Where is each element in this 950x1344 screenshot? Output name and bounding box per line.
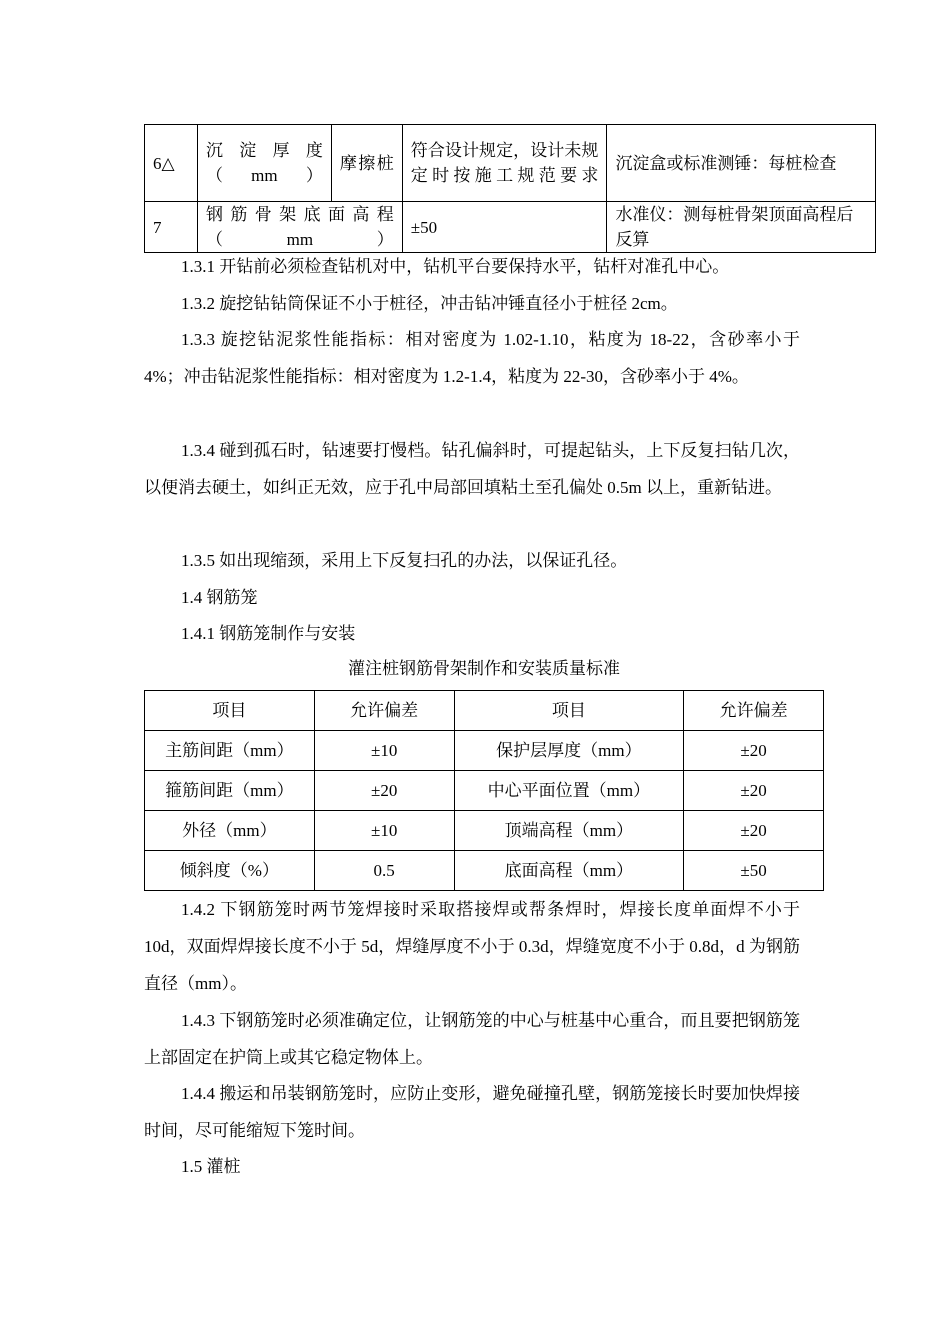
header-tolerance: 允许偏差: [684, 691, 824, 731]
header-item: 项目: [145, 691, 315, 731]
cage-quality-table: [144, 690, 824, 891]
table-row: [145, 125, 876, 202]
paragraph-1-3-2: 1.3.2 旋挖钻钻筒保证不小于桩径，冲击钻冲锤直径小于桩径 2cm。: [181, 294, 678, 313]
cell: 保护层厚度（mm）: [454, 731, 684, 771]
inspection-table: [144, 124, 876, 253]
header-item: 项目: [454, 691, 684, 731]
cell: ±10: [314, 811, 454, 851]
heading-1-5: 1.5 灌桩: [181, 1157, 241, 1176]
cell: 倾斜度（%）: [145, 851, 315, 891]
spec-cell: 符合设计规定，设计未规定时按施工规范要求: [402, 125, 607, 202]
header-tolerance: 允许偏差: [314, 691, 454, 731]
cell: ±20: [684, 731, 824, 771]
cell: 顶端高程（mm）: [454, 811, 684, 851]
paragraph-1-3-3: 1.3.3 旋挖钻泥浆性能指标：相对密度为 1.02-1.10，粘度为 18-22，含砂率小于 4%；冲击钻泥浆性能指标：相对密度为 1.2-1.4，粘度为 22-30，含砂率小于 4%。: [144, 330, 800, 386]
cell: ±20: [684, 811, 824, 851]
heading-1-4: 1.4 钢筋笼: [181, 588, 258, 607]
item-cell: 沉淀厚度（mm）: [197, 125, 331, 202]
heading-1-4-1: 1.4.1 钢筋笼制作与安装: [181, 624, 356, 643]
table-row: [145, 731, 824, 771]
cell: ±50: [684, 851, 824, 891]
pile-type-cell: 摩擦桩: [331, 125, 402, 202]
table-row: [145, 851, 824, 891]
table-row: [145, 811, 824, 851]
paragraph-1-4-2: 1.4.2 下钢筋笼时两节笼焊接时采取搭接焊或帮条焊时，焊接长度单面焊不小于 10d，双面焊焊接长度不小于 5d，焊缝厚度不小于 0.3d，焊缝宽度不小于 0.8d，d 为钢筋直径（mm）。: [144, 900, 800, 993]
row-number: 7: [145, 202, 198, 253]
cell: 底面高程（mm）: [454, 851, 684, 891]
table-row: [145, 771, 824, 811]
row-number: 6△: [145, 125, 198, 202]
cell: ±20: [684, 771, 824, 811]
item-cell: 钢筋骨架底面高程（mm）: [197, 202, 402, 253]
table-caption: 灌注桩钢筋骨架制作和安装质量标准: [348, 659, 620, 678]
paragraph-1-3-1: 1.3.1 开钻前必须检查钻机对中，钻机平台要保持水平，钻杆对准孔中心。: [181, 257, 730, 276]
table-header-row: [145, 691, 824, 731]
method-cell: 水准仪：测每桩骨架顶面高程后反算: [607, 202, 876, 253]
table-row: [145, 202, 876, 253]
cell: 中心平面位置（mm）: [454, 771, 684, 811]
paragraph-1-4-4: 1.4.4 搬运和吊装钢筋笼时，应防止变形，避免碰撞孔壁，钢筋笼接长时要加快焊接时间，尽可能缩短下笼时间。: [144, 1084, 800, 1140]
cell: 外径（mm）: [145, 811, 315, 851]
paragraph-1-3-5: 1.3.5 如出现缩颈，采用上下反复扫孔的办法，以保证孔径。: [181, 551, 628, 570]
cell: 0.5: [314, 851, 454, 891]
paragraph-1-4-3: 1.4.3 下钢筋笼时必须准确定位，让钢筋笼的中心与桩基中心重合，而且要把钢筋笼上部固定在护筒上或其它稳定物体上。: [144, 1011, 800, 1067]
paragraph-1-3-4: 1.3.4 碰到孤石时，钻速要打慢档。钻孔偏斜时，可提起钻头，上下反复扫钻几次，以便消去硬土，如纠正无效，应于孔中局部回填粘土至孔偏处 0.5m 以上，重新钻进。: [144, 441, 800, 497]
cell: 箍筋间距（mm）: [145, 771, 315, 811]
cell: ±20: [314, 771, 454, 811]
cell: ±10: [314, 731, 454, 771]
cell: 主筋间距（mm）: [145, 731, 315, 771]
method-cell: 沉淀盒或标准测锤：每桩检查: [607, 125, 876, 202]
spec-cell: ±50: [402, 202, 607, 253]
